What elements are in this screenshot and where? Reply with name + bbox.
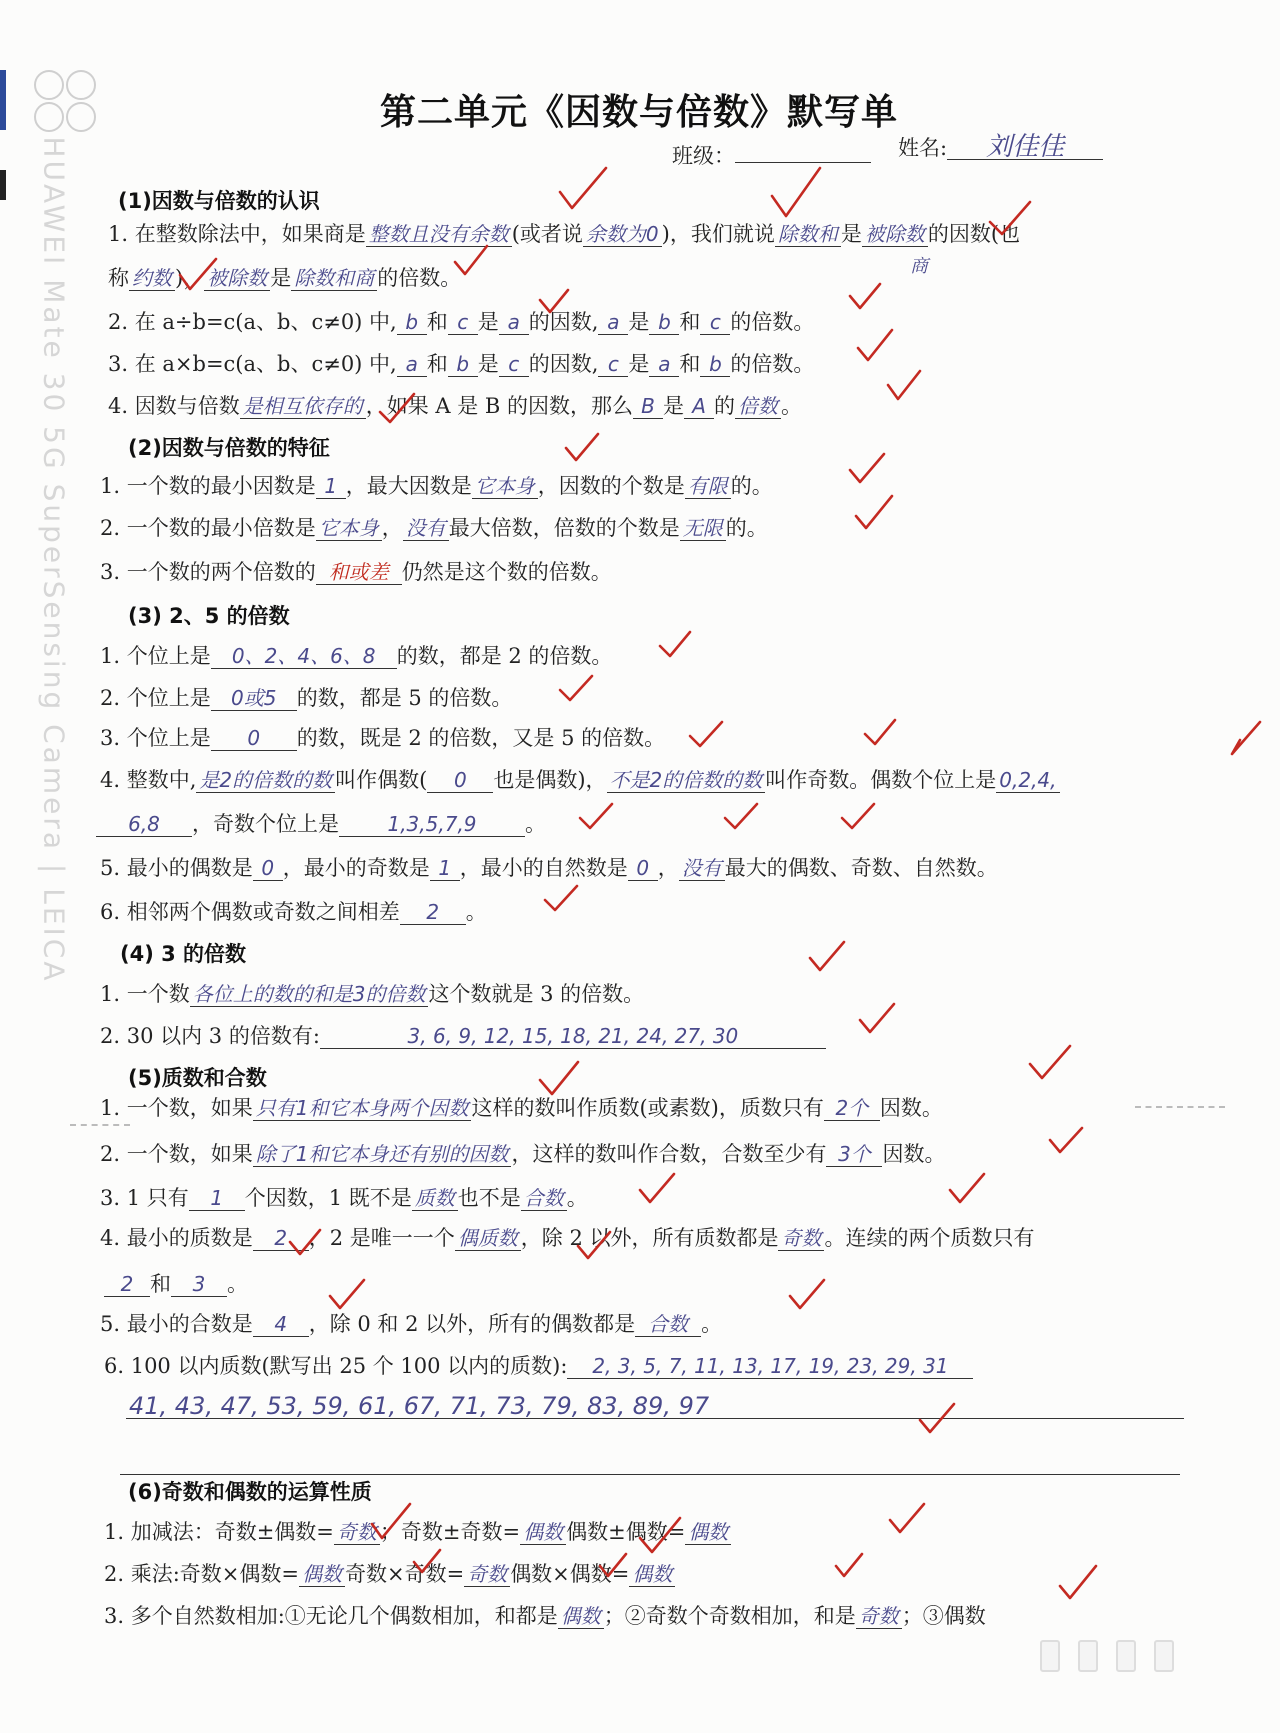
camera-lens-icon xyxy=(66,102,96,132)
check-mark-icon xyxy=(810,942,844,970)
page-edge-marker xyxy=(0,170,6,200)
check-mark-icon xyxy=(1060,1566,1096,1598)
question-line xyxy=(100,764,1060,794)
text: 3. 多个自然数相加:①无论几个偶数相加，和都是 xyxy=(104,1604,558,1628)
answer-blank[interactable]: 只有1和它本身两个因数 xyxy=(253,1096,472,1121)
watermark-text: HUAWEI Mate 30 5G SuperSensing Camera | LEICA xyxy=(37,136,71,984)
name-label: 姓名: xyxy=(898,136,948,160)
check-mark-icon xyxy=(842,804,874,828)
answer-blank[interactable]: a xyxy=(598,310,628,335)
text: 因数。 xyxy=(879,1096,943,1120)
text: 的倍数。 xyxy=(730,310,815,334)
text: 的数，都是 2 的倍数。 xyxy=(396,644,613,668)
answer-blank[interactable]: 0、2、4、6、8 xyxy=(211,644,397,669)
text: 偶数×偶数= xyxy=(510,1562,630,1586)
camera-lens-icon xyxy=(34,102,64,132)
answer-blank[interactable]: b xyxy=(649,310,679,335)
check-mark-icon xyxy=(1030,1046,1070,1078)
text: ，最小的奇数是 xyxy=(282,856,430,880)
question-line xyxy=(100,682,512,712)
text: 3. 个位上是 xyxy=(100,726,211,750)
text: 和 xyxy=(679,310,701,334)
camera-lens-icon xyxy=(34,70,64,100)
text: ，如果 A 是 B 的因数，那么 xyxy=(365,394,634,418)
check-mark-icon xyxy=(540,1062,578,1094)
answer-blank[interactable]: 无限 xyxy=(680,516,726,541)
camera-lens-icon xyxy=(66,70,96,100)
check-mark-icon xyxy=(772,168,820,216)
answer-blank[interactable]: a xyxy=(397,352,427,377)
check-mark-icon xyxy=(836,1554,862,1576)
answer-blank[interactable]: b xyxy=(397,310,427,335)
answer-blank[interactable]: 除数和 xyxy=(775,222,841,247)
text: 这个数就是 3 的倍数。 xyxy=(428,982,645,1006)
text: 2. 30 以内 3 的倍数有: xyxy=(100,1024,320,1048)
section-heading: (2)因数与倍数的特征 xyxy=(128,436,330,460)
answer-blank[interactable]: 1 xyxy=(430,856,460,881)
text: ；③偶数 xyxy=(901,1604,986,1628)
answer-blank[interactable]: 被除数 xyxy=(862,222,928,247)
text: 。 xyxy=(525,812,546,836)
text: 最大的偶数、奇数、自然数。 xyxy=(724,856,998,880)
answer-blank[interactable]: 0 xyxy=(253,856,283,881)
question-line xyxy=(100,896,487,926)
check-mark-icon xyxy=(1050,1128,1082,1152)
text: 偶数±偶数= xyxy=(566,1520,686,1544)
question-line xyxy=(108,390,802,420)
answer-blank[interactable]: 它本身 xyxy=(472,474,538,499)
text: 4. 最小的质数是 xyxy=(100,1226,253,1250)
section-heading: (1)因数与倍数的认识 xyxy=(118,189,320,213)
text: 叫作偶数( xyxy=(335,768,428,792)
check-mark-icon xyxy=(690,722,722,746)
class-row xyxy=(672,140,871,170)
toolbar-button[interactable] xyxy=(1154,1640,1174,1672)
toolbar-button[interactable] xyxy=(1078,1640,1098,1672)
answer-blank[interactable]: 1 xyxy=(316,474,346,499)
answer-blank[interactable]: 2 xyxy=(253,1226,309,1251)
text: 2. 在 a÷b=c(a、b、c≠0) 中, xyxy=(108,310,397,334)
text: 1. 在整数除法中，如果商是 xyxy=(108,222,366,246)
question-line xyxy=(100,722,665,752)
check-mark-icon xyxy=(580,804,612,828)
viewer-toolbar xyxy=(1040,1640,1192,1676)
answer-blank[interactable]: 1,3,5,7,9 xyxy=(339,812,525,837)
answer-blank[interactable]: 被除数 xyxy=(204,266,270,291)
answer-blank[interactable]: 各位上的数的和是3的倍数 xyxy=(190,982,429,1007)
check-mark-icon xyxy=(545,886,577,910)
text: 。 xyxy=(227,1272,248,1296)
answer-blank[interactable]: 质数 xyxy=(412,1186,458,1211)
answer-blank[interactable]: 41, 43, 47, 53, 59, 61, 67, 71, 73, 79, 83, 89, 97 xyxy=(126,1394,1184,1419)
check-mark-icon xyxy=(725,804,757,828)
question-line xyxy=(96,808,546,838)
text: 和 xyxy=(150,1272,171,1296)
answer-blank[interactable]: 余数为0 xyxy=(583,222,662,247)
section-heading: (4) 3 的倍数 xyxy=(120,942,247,966)
text: 的倍数。 xyxy=(730,352,815,376)
answer-blank[interactable]: 4 xyxy=(253,1312,309,1337)
text: ，因数的个数是 xyxy=(537,474,685,498)
check-mark-icon xyxy=(856,496,892,528)
text: 个因数，1 既不是 xyxy=(244,1186,412,1210)
answer-blank[interactable]: 偶数 xyxy=(520,1520,566,1545)
check-mark-icon xyxy=(566,434,598,460)
text: 奇数×奇数= xyxy=(344,1562,465,1586)
question-line xyxy=(100,512,768,542)
text: 4. 整数中, xyxy=(100,768,197,792)
text: ；奇数±奇数= xyxy=(379,1520,521,1544)
check-mark-icon xyxy=(660,632,690,656)
question-line xyxy=(104,1558,675,1588)
text: 的因数, xyxy=(528,352,599,376)
check-mark-icon xyxy=(858,330,892,360)
text: )，我们就说 xyxy=(661,222,775,246)
text: 是 xyxy=(477,352,499,376)
check-mark-icon xyxy=(850,454,884,482)
answer-line xyxy=(120,1474,1180,1475)
answer-blank[interactable]: 约数 xyxy=(129,266,175,291)
text: 是 xyxy=(477,310,499,334)
toolbar-button[interactable] xyxy=(1040,1640,1060,1672)
check-mark-icon xyxy=(850,284,880,308)
text: 2. 个位上是 xyxy=(100,686,211,710)
text: 的。 xyxy=(730,474,773,498)
answer-blank[interactable]: 不是2的倍数的数 xyxy=(607,768,766,793)
text: 因数。 xyxy=(882,1142,946,1166)
answer-blank[interactable]: B xyxy=(633,394,663,419)
answer-blank[interactable]: b xyxy=(448,352,478,377)
text: 。 xyxy=(566,1186,588,1210)
answer-blank[interactable]: 没有 xyxy=(679,856,725,881)
answer-blank[interactable]: c xyxy=(700,310,730,335)
text: 1. 加减法：奇数±偶数= xyxy=(104,1520,334,1544)
text: 叫作奇数。偶数个位上是 xyxy=(765,768,997,792)
question-line xyxy=(100,1182,588,1212)
question-line xyxy=(108,348,814,378)
answer-blank[interactable]: 0 xyxy=(211,726,297,751)
text: ，奇数个位上是 xyxy=(192,812,339,836)
check-mark-icon xyxy=(860,1004,894,1032)
name-row xyxy=(898,132,1103,162)
question-line xyxy=(100,640,612,670)
answer-blank[interactable]: 3 xyxy=(171,1272,227,1297)
text: 的 xyxy=(714,394,736,418)
text: 5. 最小的合数是 xyxy=(100,1312,253,1336)
text: 的因数, xyxy=(528,310,599,334)
answer-blank[interactable]: 3, 6, 9, 12, 15, 18, 21, 24, 27, 30 xyxy=(320,1024,826,1049)
answer-blank[interactable]: 奇数 xyxy=(778,1226,824,1251)
text: 的数，都是 5 的倍数。 xyxy=(296,686,513,710)
text: 1. 一个数 xyxy=(100,982,190,1006)
answer-blank[interactable]: 奇数 xyxy=(464,1562,510,1587)
text: 3. 在 a×b=c(a、b、c≠0) 中, xyxy=(108,352,397,376)
check-mark-icon xyxy=(890,1504,924,1532)
text: 2. 一个数的最小倍数是 xyxy=(100,516,316,540)
text: )， xyxy=(175,266,205,290)
answer-blank[interactable]: 没有 xyxy=(403,516,449,541)
question-line xyxy=(104,1350,973,1380)
question-line xyxy=(100,1092,943,1122)
answer-blank[interactable]: 0,2,4, xyxy=(996,768,1059,793)
question-line xyxy=(126,1394,1186,1419)
section-heading: (6)奇数和偶数的运算性质 xyxy=(128,1480,372,1504)
text: 和 xyxy=(679,352,701,376)
answer-blank[interactable]: 合数 xyxy=(635,1312,701,1337)
text: 是 xyxy=(270,266,292,290)
question-line xyxy=(104,1516,731,1546)
text: 。 xyxy=(465,900,487,924)
answer-blank[interactable]: 偶数 xyxy=(685,1520,731,1545)
text: 仍然是这个数的倍数。 xyxy=(401,560,612,584)
answer-blank[interactable]: 是2的倍数的数 xyxy=(196,768,335,793)
check-mark-icon xyxy=(950,1174,984,1202)
check-mark-icon xyxy=(1232,722,1260,754)
text: 的倍数。 xyxy=(377,266,462,290)
check-mark-icon xyxy=(888,371,920,399)
answer-blank[interactable]: 偶质数 xyxy=(455,1226,521,1251)
text: 和 xyxy=(426,310,448,334)
answer-blank[interactable]: 2个 xyxy=(824,1096,880,1121)
text: ， xyxy=(657,856,679,880)
text: 和 xyxy=(426,352,448,376)
answer-blank[interactable]: c xyxy=(448,310,478,335)
answer-blank[interactable]: 1 xyxy=(189,1186,245,1211)
text: 。 xyxy=(781,394,803,418)
text: 1. 个位上是 xyxy=(100,644,211,668)
answer-blank[interactable]: 整数且没有余数 xyxy=(366,222,512,247)
answer-blank[interactable]: 它本身 xyxy=(316,516,382,541)
answer-blank[interactable]: 2 xyxy=(104,1272,150,1297)
question-line xyxy=(100,1222,1034,1252)
text: 6. 100 以内质数(默写出 25 个 100 以内的质数): xyxy=(104,1354,568,1378)
question-line xyxy=(100,1020,826,1050)
text: 最大倍数，倍数的个数是 xyxy=(448,516,680,540)
text: 1. 一个数，如果 xyxy=(100,1096,253,1120)
divider xyxy=(70,1124,130,1126)
question-line xyxy=(100,1308,722,1338)
text: 6. 相邻两个偶数或奇数之间相差 xyxy=(100,900,400,924)
text: ，最大因数是 xyxy=(345,474,472,498)
text: 是 xyxy=(840,222,862,246)
answer-blank[interactable]: A xyxy=(684,394,714,419)
answer-blank[interactable]: 是相互依存的 xyxy=(240,394,366,419)
text: 4. 因数与倍数 xyxy=(108,394,240,418)
check-mark-icon xyxy=(560,676,592,700)
question-line xyxy=(100,470,773,500)
answer-blank[interactable]: 除数和商 xyxy=(291,266,377,291)
answer-blank[interactable]: a xyxy=(649,352,679,377)
text: (或者说 xyxy=(511,222,583,246)
class-label: 班级： xyxy=(672,144,735,168)
text: 。 xyxy=(701,1312,723,1336)
answer-blank[interactable]: 有限 xyxy=(685,474,731,499)
text: 3. 一个数的两个倍数的 xyxy=(100,560,316,584)
page-title: 第二单元《因数与倍数》默写单 xyxy=(380,92,899,133)
answer-blank[interactable]: a xyxy=(499,310,529,335)
text: ，这样的数叫作合数，合数至少有 xyxy=(511,1142,827,1166)
check-mark-icon xyxy=(790,1280,824,1308)
divider xyxy=(1135,1106,1225,1108)
toolbar-button[interactable] xyxy=(1116,1640,1136,1672)
text: 是 xyxy=(628,352,650,376)
answer-blank[interactable]: 奇数 xyxy=(856,1604,902,1629)
text: 2. 一个数，如果 xyxy=(100,1142,253,1166)
text: ， xyxy=(381,516,403,540)
text: 这样的数叫作质数(或素数)，质数只有 xyxy=(471,1096,824,1120)
answer-blank[interactable]: 0或5 xyxy=(211,686,297,711)
text: 1. 一个数的最小因数是 xyxy=(100,474,316,498)
text: 的。 xyxy=(725,516,768,540)
question-line xyxy=(108,306,814,336)
name-field[interactable]: 刘佳佳 xyxy=(947,135,1103,160)
answer-blank[interactable]: c xyxy=(598,352,628,377)
answer-blank[interactable]: 合数 xyxy=(521,1186,567,1211)
check-mark-icon xyxy=(330,1280,364,1308)
answer-blank[interactable]: 3个 xyxy=(826,1142,882,1167)
text: ；②奇数个奇数相加，和是 xyxy=(603,1604,856,1628)
question-line xyxy=(100,978,644,1008)
question-line xyxy=(100,1138,945,1168)
check-mark-icon xyxy=(640,1174,674,1202)
answer-blank[interactable]: 和或差 xyxy=(316,560,402,585)
handwritten-note: 商 xyxy=(910,256,928,277)
answer-blank[interactable]: 偶数 xyxy=(558,1604,604,1629)
answer-blank[interactable]: 2, 3, 5, 7, 11, 13, 17, 19, 23, 29, 31 xyxy=(567,1354,973,1379)
question-line xyxy=(104,1268,248,1298)
text: 是 xyxy=(663,394,685,418)
question-line xyxy=(100,556,612,586)
question-line xyxy=(108,262,461,292)
text: 也不是 xyxy=(457,1186,521,1210)
answer-blank[interactable]: 2 xyxy=(400,900,466,925)
text: ，除 0 和 2 以外，所有的偶数都是 xyxy=(308,1312,636,1336)
answer-blank[interactable]: b xyxy=(700,352,730,377)
text: 是 xyxy=(628,310,650,334)
question-line xyxy=(108,218,1020,248)
text: 5. 最小的偶数是 xyxy=(100,856,253,880)
question-line xyxy=(104,1600,986,1630)
text: ，除 2 以外，所有质数都是 xyxy=(520,1226,779,1250)
text: 。连续的两个质数只有 xyxy=(824,1226,1035,1250)
text: ，最小的自然数是 xyxy=(459,856,628,880)
section-heading: (3) 2、5 的倍数 xyxy=(128,604,290,628)
question-line xyxy=(100,852,998,882)
text: ，2 是唯一一个 xyxy=(308,1226,455,1250)
section-heading: (5)质数和合数 xyxy=(128,1066,267,1090)
text: 也是偶数)， xyxy=(493,768,607,792)
text: 称 xyxy=(108,266,129,290)
answer-blank[interactable]: 0 xyxy=(628,856,658,881)
text: 的数，既是 2 的倍数，又是 5 的倍数。 xyxy=(296,726,666,750)
page-edge-marker xyxy=(0,70,6,130)
answer-blank[interactable]: 偶数 xyxy=(629,1562,675,1587)
answer-blank[interactable]: 0 xyxy=(427,768,493,793)
answer-blank[interactable]: c xyxy=(499,352,529,377)
answer-blank[interactable]: 奇数 xyxy=(334,1520,380,1545)
text: 2. 乘法:奇数×偶数= xyxy=(104,1562,299,1586)
check-mark-icon xyxy=(865,720,895,744)
answer-blank[interactable]: 6,8 xyxy=(96,812,192,837)
text: 的因数(也 xyxy=(927,222,1021,246)
check-mark-icon xyxy=(560,168,606,208)
class-field[interactable] xyxy=(735,162,871,163)
text: 3. 1 只有 xyxy=(100,1186,189,1210)
answer-blank[interactable]: 偶数 xyxy=(299,1562,345,1587)
answer-blank[interactable]: 倍数 xyxy=(735,394,781,419)
answer-blank[interactable]: 除了1和它本身还有别的因数 xyxy=(253,1142,512,1167)
